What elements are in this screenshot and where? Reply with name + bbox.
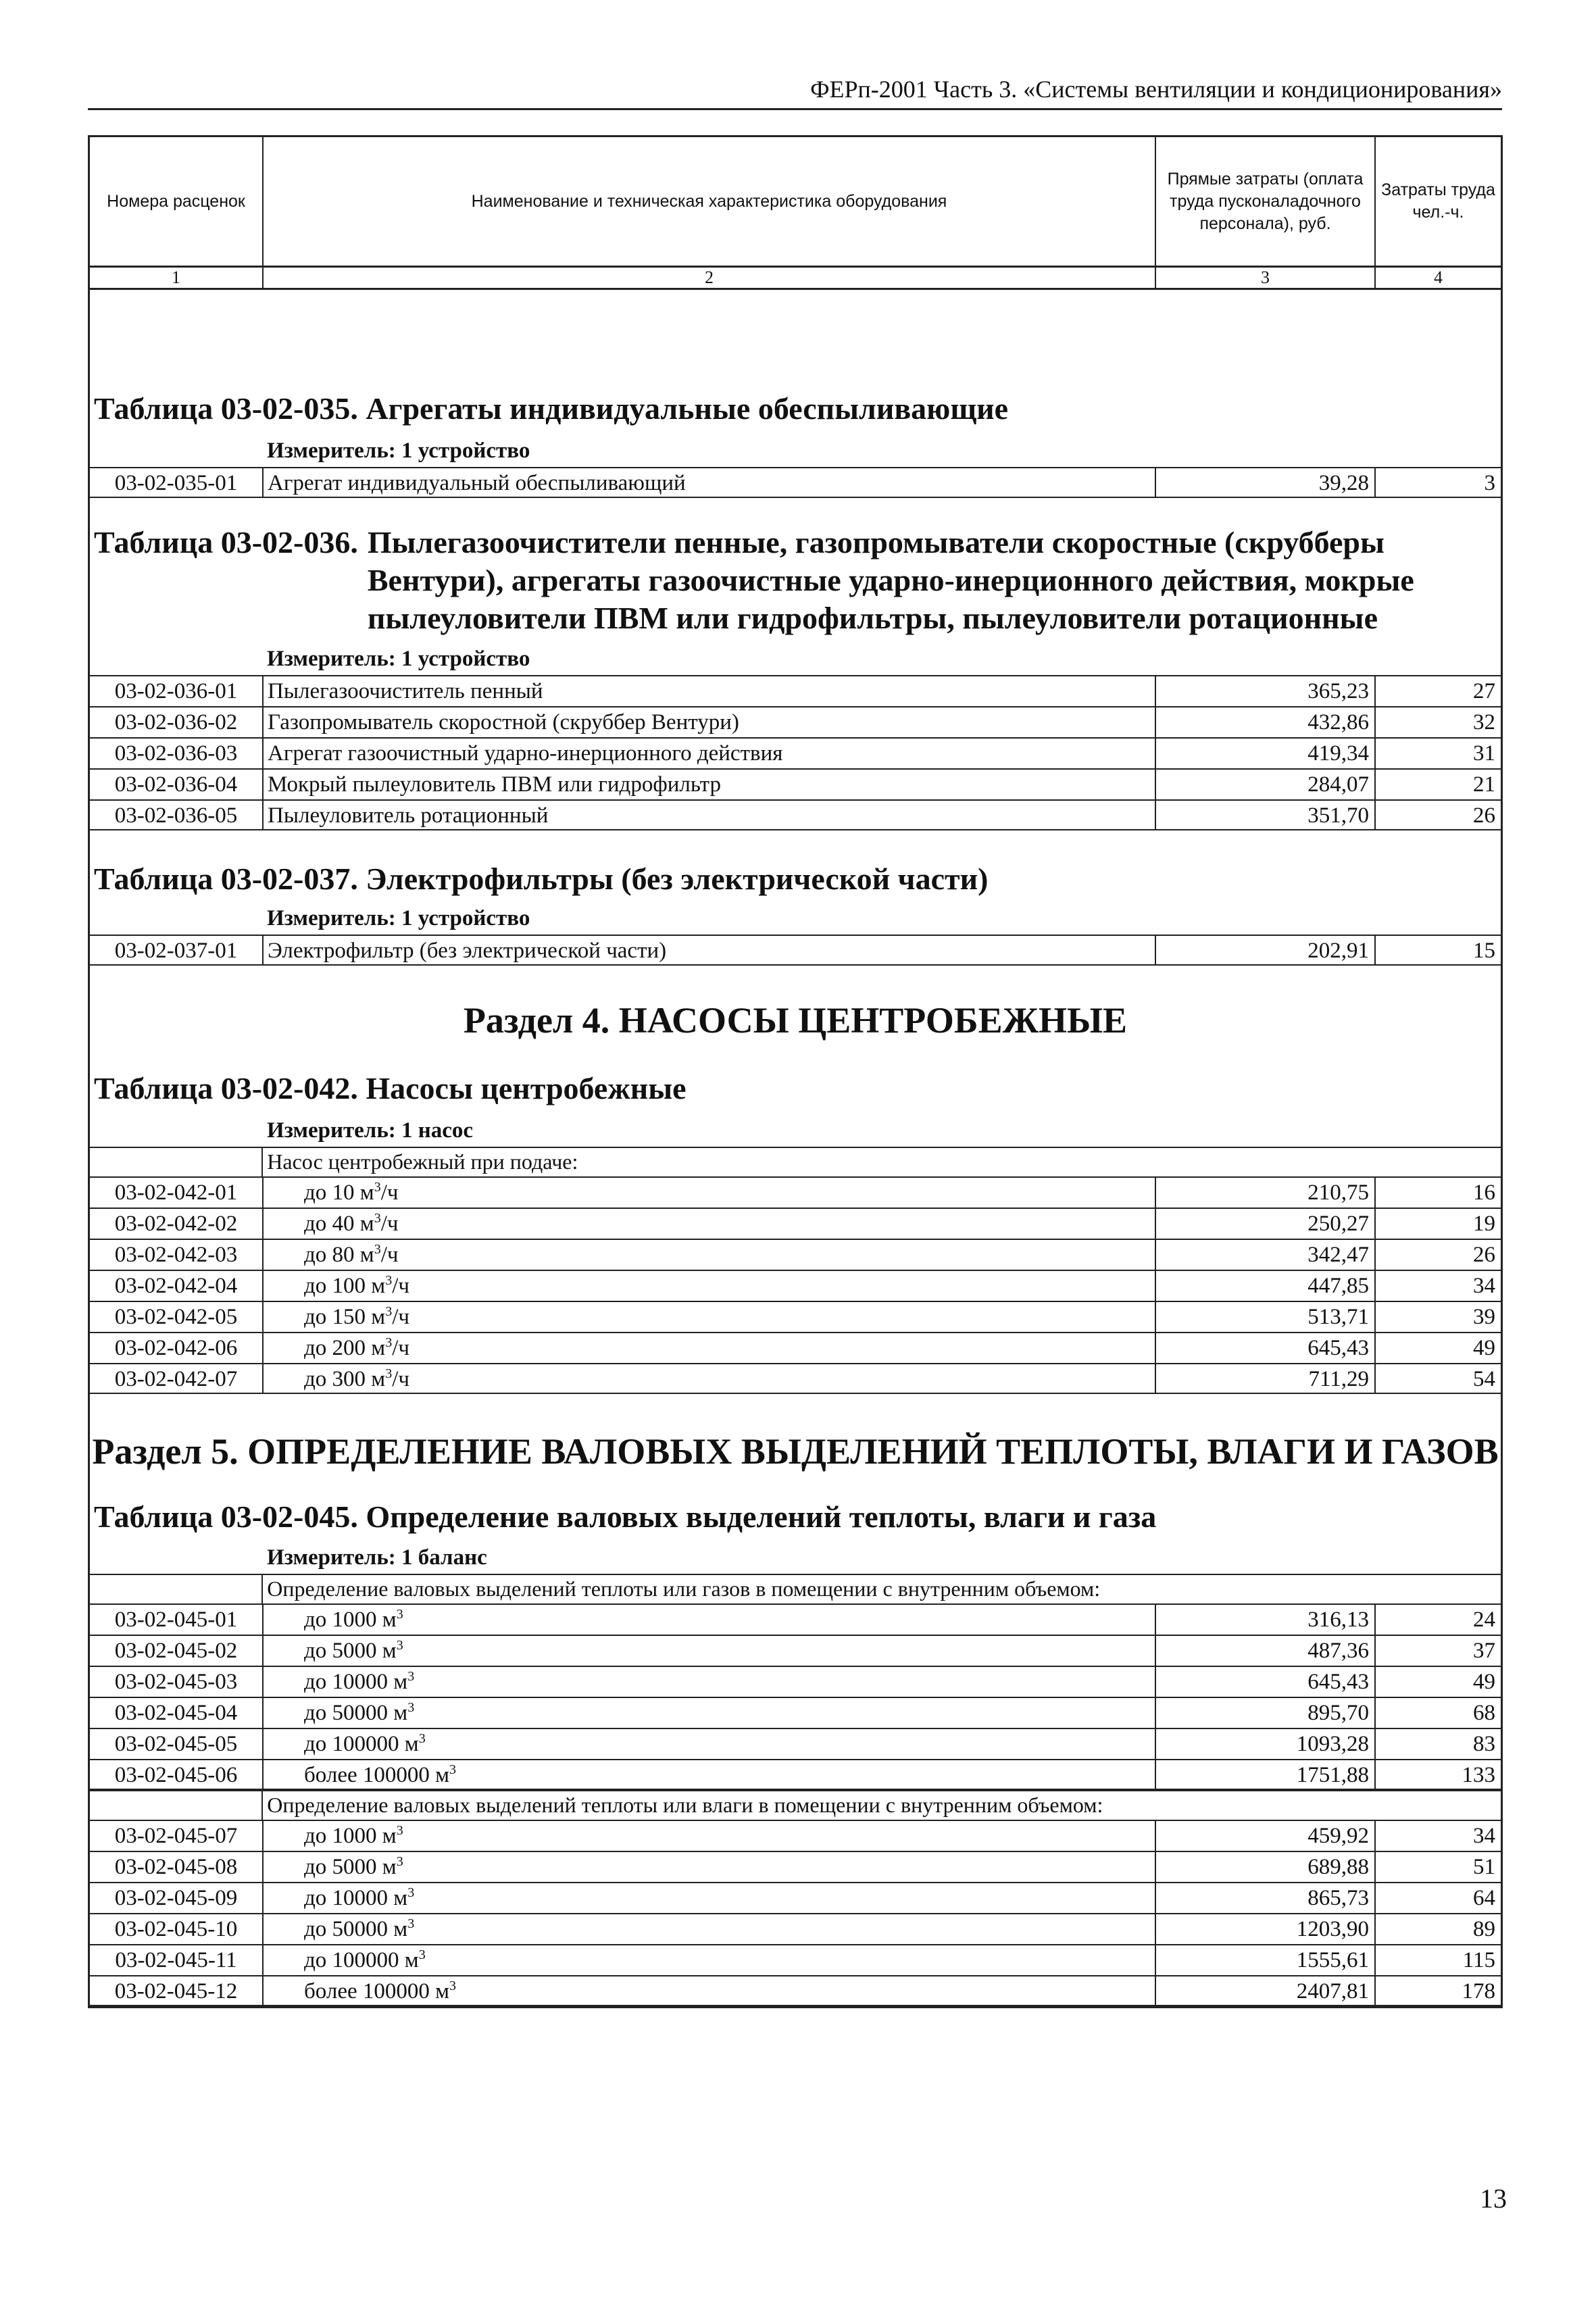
rate-code: 03-02-045-06 [90,1760,264,1789]
equipment-name [264,936,1156,964]
subheading-text: Определение валовых выделений теплоты или влаги в помещении с внутренним объемом: [267,1793,1103,1817]
table-row [90,935,1501,966]
table-label: Таблица 03-02-045. [94,1499,358,1534]
table-row [90,1975,1501,2006]
superscript: 3 [407,1885,415,1900]
superscript: 3 [385,1335,393,1350]
rate-code: 03-02-045-04 [90,1698,264,1728]
running-header: ФЕРп-2001 Часть 3. «Системы вентиляции и кондиционирования» [88,74,1502,110]
labor-cost: 178 [1462,1979,1495,2003]
labor-cost: 51 [1473,1855,1495,1879]
labor-cost: 34 [1473,1274,1495,1298]
rate-code: 03-02-036-04 [90,770,264,799]
table-row [90,675,1501,706]
equipment-name [264,1271,1156,1301]
direct-cost: 865,73 [1156,1883,1376,1913]
equipment-name [264,770,1156,799]
table-rows [90,1603,1501,1790]
superscript: 3 [418,1947,426,1962]
name-text: до 1000 м [304,1608,397,1632]
name-text: до 50000 м [304,1917,408,1941]
labor-cost: 68 [1473,1701,1495,1725]
rate-code: 03-02-042-04 [90,1271,264,1301]
labor-cost: 31 [1473,741,1495,766]
superscript: 3 [374,1242,381,1257]
labor-cost: 32 [1473,710,1495,735]
superscript: 3 [385,1366,393,1381]
table-rows [90,1176,1501,1394]
direct-cost: 689,88 [1156,1852,1376,1882]
rate-code: 03-02-045-12 [90,1976,264,2005]
direct-cost: 895,70 [1156,1698,1376,1728]
table-row [90,799,1501,830]
col-header-direct-costs: Прямые затраты (оплата труда пусконаладочного персонала), руб. [1156,137,1376,266]
subheading-text: Насос центробежный при подаче: [267,1149,578,1174]
table-label: Таблица 03-02-037. [94,862,358,896]
superscript: 3 [396,1638,403,1653]
table-rows [90,675,1501,830]
column-number-row [90,266,1501,290]
name-text: до 1000 м [304,1824,397,1848]
labor-cost: 21 [1473,772,1495,797]
unit-suffix: /ч [392,1336,409,1360]
measure-unit: Измеритель: 1 баланс [267,1545,487,1570]
direct-cost: 210,75 [1156,1178,1376,1208]
direct-cost: 487,36 [1156,1636,1376,1666]
equipment-name [264,1209,1156,1239]
equipment-name [264,1178,1156,1208]
superscript: 3 [418,1731,426,1746]
superscript: 3 [407,1700,415,1715]
col-number: 1 [90,268,264,288]
equipment-name [264,1883,1156,1913]
name-text: Мокрый пылеуловитель ПВМ или гидрофильтр [268,772,721,797]
direct-cost: 365,23 [1156,676,1376,706]
direct-cost: 316,13 [1156,1605,1376,1635]
table-title-03-02-035 [90,390,1501,428]
table-row [90,1882,1501,1913]
superscript: 3 [396,1823,403,1838]
direct-cost: 432,86 [1156,707,1376,737]
name-text: до 150 м [304,1305,386,1329]
equipment-name [264,1698,1156,1728]
equipment-name [264,1240,1156,1270]
rate-code: 03-02-036-03 [90,739,264,768]
measure-unit: Измеритель: 1 устройство [267,906,530,930]
name-text: до 10000 м [304,1886,408,1910]
labor-cost: 39 [1473,1305,1495,1329]
table-row [90,737,1501,768]
labor-cost: 37 [1473,1639,1495,1663]
rate-code: 03-02-042-02 [90,1209,264,1239]
name-text: до 300 м [304,1367,386,1391]
table-row [90,706,1501,737]
labor-cost: 83 [1473,1732,1495,1756]
table-subheading [90,1790,1501,1820]
labor-cost: 89 [1473,1917,1495,1941]
name-text: до 100000 м [304,1732,419,1756]
table-row [90,1759,1501,1790]
col-number: 4 [1434,268,1443,287]
table-rows [90,935,1501,966]
table-title-text: Определение валовых выделений теплоты, влаги и газа [366,1499,1157,1534]
section-title-4: Раздел 4. НАСОСЫ ЦЕНТРОБЕЖНЫЕ [463,1000,1128,1041]
labor-cost: 26 [1473,1243,1495,1267]
superscript: 3 [407,1916,415,1931]
rate-code: 03-02-045-03 [90,1667,264,1697]
empty-cell [90,1575,263,1603]
direct-cost: 419,34 [1156,739,1376,768]
table-row [90,1851,1501,1882]
superscript: 3 [407,1669,415,1684]
table-label: Таблица 03-02-042. [94,1071,358,1105]
labor-cost: 49 [1473,1336,1495,1360]
name-text: до 50000 м [304,1701,408,1725]
superscript: 3 [374,1211,381,1226]
table-title-text: Насосы центробежные [366,1071,687,1105]
direct-cost: 513,71 [1156,1302,1376,1332]
direct-cost: 1751,88 [1156,1760,1376,1789]
equipment-name [264,1976,1156,2005]
name-text: до 5000 м [304,1855,397,1879]
labor-cost: 3 [1484,471,1495,495]
equipment-name [264,739,1156,768]
rate-code: 03-02-036-02 [90,707,264,737]
rate-code: 03-02-045-09 [90,1883,264,1913]
col-number: 2 [264,268,1156,288]
equipment-name [264,1667,1156,1697]
table-row [90,1913,1501,1944]
name-text: до 10000 м [304,1670,408,1694]
table-row [90,1820,1501,1851]
table-title-text: Электрофильтры (без электрической части) [366,862,989,896]
unit-suffix: /ч [380,1180,399,1205]
name-text: до 200 м [304,1336,386,1360]
equipment-name [264,1914,1156,1944]
superscript: 3 [449,1762,456,1777]
col-header-labor: Затраты труда чел.-ч. [1381,180,1495,222]
measure-unit: Измеритель: 1 насос [267,1118,474,1143]
labor-cost: 26 [1473,803,1495,828]
superscript: 3 [396,1854,403,1869]
rate-code: 03-02-042-01 [90,1178,264,1208]
col-header-name: Наименование и техническая характеристика оборудования [264,137,1156,266]
superscript: 3 [396,1607,403,1622]
col-number: 3 [1156,268,1376,288]
labor-cost: 49 [1473,1670,1495,1694]
equipment-name [264,1333,1156,1363]
measure-unit: Измеритель: 1 устройство [267,439,530,463]
unit-suffix: /ч [392,1274,409,1298]
labor-cost: 24 [1473,1608,1495,1632]
equipment-name [264,1945,1156,1975]
equipment-name [264,1729,1156,1759]
direct-cost: 645,43 [1156,1667,1376,1697]
empty-cell [90,1791,263,1820]
table-row [90,1176,1501,1208]
rate-code: 03-02-042-05 [90,1302,264,1332]
labor-cost: 34 [1473,1824,1495,1848]
direct-cost: 1203,90 [1156,1914,1376,1944]
equipment-name [264,1302,1156,1332]
subheading-text: Определение валовых выделений теплоты или газов в помещении с внутренним объемом: [267,1576,1101,1601]
superscript: 3 [385,1304,393,1319]
superscript: 3 [374,1180,381,1195]
name-text: до 5000 м [304,1639,397,1663]
name-text: до 100000 м [304,1948,419,1972]
labor-cost: 133 [1462,1763,1495,1787]
name-text: Электрофильтр (без электрической части) [268,939,667,963]
table-row [90,1697,1501,1728]
labor-cost: 15 [1473,939,1495,963]
labor-cost: 27 [1473,679,1495,703]
table-row [90,1603,1501,1635]
labor-cost: 115 [1462,1948,1495,1972]
name-text: до 40 м [304,1212,374,1236]
rate-code: 03-02-045-11 [90,1945,264,1975]
table-title-03-02-036 [90,524,1501,637]
table-row [90,1270,1501,1301]
table-row [90,1332,1501,1363]
name-text: более 100000 м [304,1979,449,2003]
unit-suffix: /ч [380,1243,399,1267]
section-title-5: Раздел 5. ОПРЕДЕЛЕНИЕ ВАЛОВЫХ ВЫДЕЛЕНИЙ ТЕПЛОТЫ, ВЛАГИ И ГАЗОВ [92,1431,1499,1472]
column-header-row [90,137,1501,266]
labor-cost: 54 [1473,1367,1495,1391]
labor-cost: 64 [1473,1886,1495,1910]
labor-cost: 16 [1473,1180,1495,1205]
direct-cost: 351,70 [1156,801,1376,829]
col-header-codes: Номера расценок [90,137,264,266]
equipment-name [264,801,1156,829]
table-row [90,1666,1501,1697]
table-rows [90,467,1501,498]
rate-code: 03-02-042-06 [90,1333,264,1363]
direct-cost: 459,92 [1156,1821,1376,1851]
table-row [90,1301,1501,1332]
name-text: до 100 м [304,1274,386,1298]
direct-cost: 711,29 [1156,1364,1376,1393]
superscript: 3 [385,1273,393,1288]
rates-document [88,135,1503,2008]
table-rows [90,1820,1501,2006]
direct-cost: 447,85 [1156,1271,1376,1301]
table-row [90,1208,1501,1239]
rate-code: 03-02-036-05 [90,801,264,829]
table-title-03-02-045 [90,1498,1501,1536]
empty-cell [90,1148,263,1176]
name-text: Пылегазоочиститель пенный [268,679,543,703]
table-subheading [90,1147,1501,1176]
direct-cost: 202,91 [1156,936,1376,964]
unit-suffix: /ч [392,1367,409,1391]
name-text: Агрегат газоочистный ударно-инерционного действия [268,741,783,766]
rate-code: 03-02-045-05 [90,1729,264,1759]
rate-code: 03-02-045-10 [90,1914,264,1944]
table-row [90,1944,1501,1975]
equipment-name [264,707,1156,737]
rate-code: 03-02-037-01 [90,936,264,964]
superscript: 3 [449,1978,456,1993]
direct-cost: 645,43 [1156,1333,1376,1363]
name-text: до 80 м [304,1243,374,1267]
rate-code: 03-02-045-01 [90,1605,264,1635]
equipment-name [264,1636,1156,1666]
direct-cost: 250,27 [1156,1209,1376,1239]
table-title-03-02-037 [90,860,1501,898]
direct-cost: 284,07 [1156,770,1376,799]
table-title-text: Агрегаты индивидуальные обеспыливающие [366,391,1009,426]
equipment-name [264,676,1156,706]
direct-cost: 39,28 [1156,468,1376,497]
direct-cost: 1093,28 [1156,1729,1376,1759]
table-label: Таблица 03-02-035. [94,391,358,426]
equipment-name [264,1821,1156,1851]
equipment-name [264,1760,1156,1789]
unit-suffix: /ч [380,1212,399,1236]
table-row [90,1239,1501,1270]
name-text: Пылеуловитель ротационный [268,803,549,828]
table-title-text: Пылегазоочистители пенные, газопромыватели скоростные (скрубберы Вентури), агрегаты газоочистные ударно-инерционного действия, мокрые пылеуловители ПВМ или гидрофильтры, пылеуловители ротационные [367,525,1414,635]
direct-cost: 342,47 [1156,1240,1376,1270]
table-label: Таблица 03-02-036. [94,525,358,559]
table-row [90,1635,1501,1666]
rate-code: 03-02-045-08 [90,1852,264,1882]
equipment-name [264,1364,1156,1393]
page-number: 13 [1480,2183,1507,2214]
rate-code: 03-02-036-01 [90,676,264,706]
equipment-name [264,1605,1156,1635]
equipment-name [264,1852,1156,1882]
measure-unit: Измеритель: 1 устройство [267,647,530,671]
name-text: до 10 м [304,1180,374,1205]
table-row [90,1728,1501,1759]
table-row [90,768,1501,799]
table-title-03-02-042 [90,1070,1501,1107]
rate-code: 03-02-042-03 [90,1240,264,1270]
name-text: более 100000 м [304,1763,449,1787]
labor-cost: 19 [1473,1212,1495,1236]
name-text: Агрегат индивидуальный обеспыливающий [268,471,686,495]
direct-cost: 2407,81 [1156,1976,1376,2005]
rate-code: 03-02-042-07 [90,1364,264,1393]
rate-code: 03-02-045-07 [90,1821,264,1851]
table-subheading [90,1574,1501,1603]
rate-code: 03-02-045-02 [90,1636,264,1666]
name-text: Газопромыватель скоростной (скруббер Вентури) [268,710,739,735]
table-row [90,1363,1501,1394]
table-row [90,467,1501,498]
equipment-name [264,468,1156,497]
unit-suffix: /ч [392,1305,409,1329]
rate-code: 03-02-035-01 [90,468,264,497]
direct-cost: 1555,61 [1156,1945,1376,1975]
